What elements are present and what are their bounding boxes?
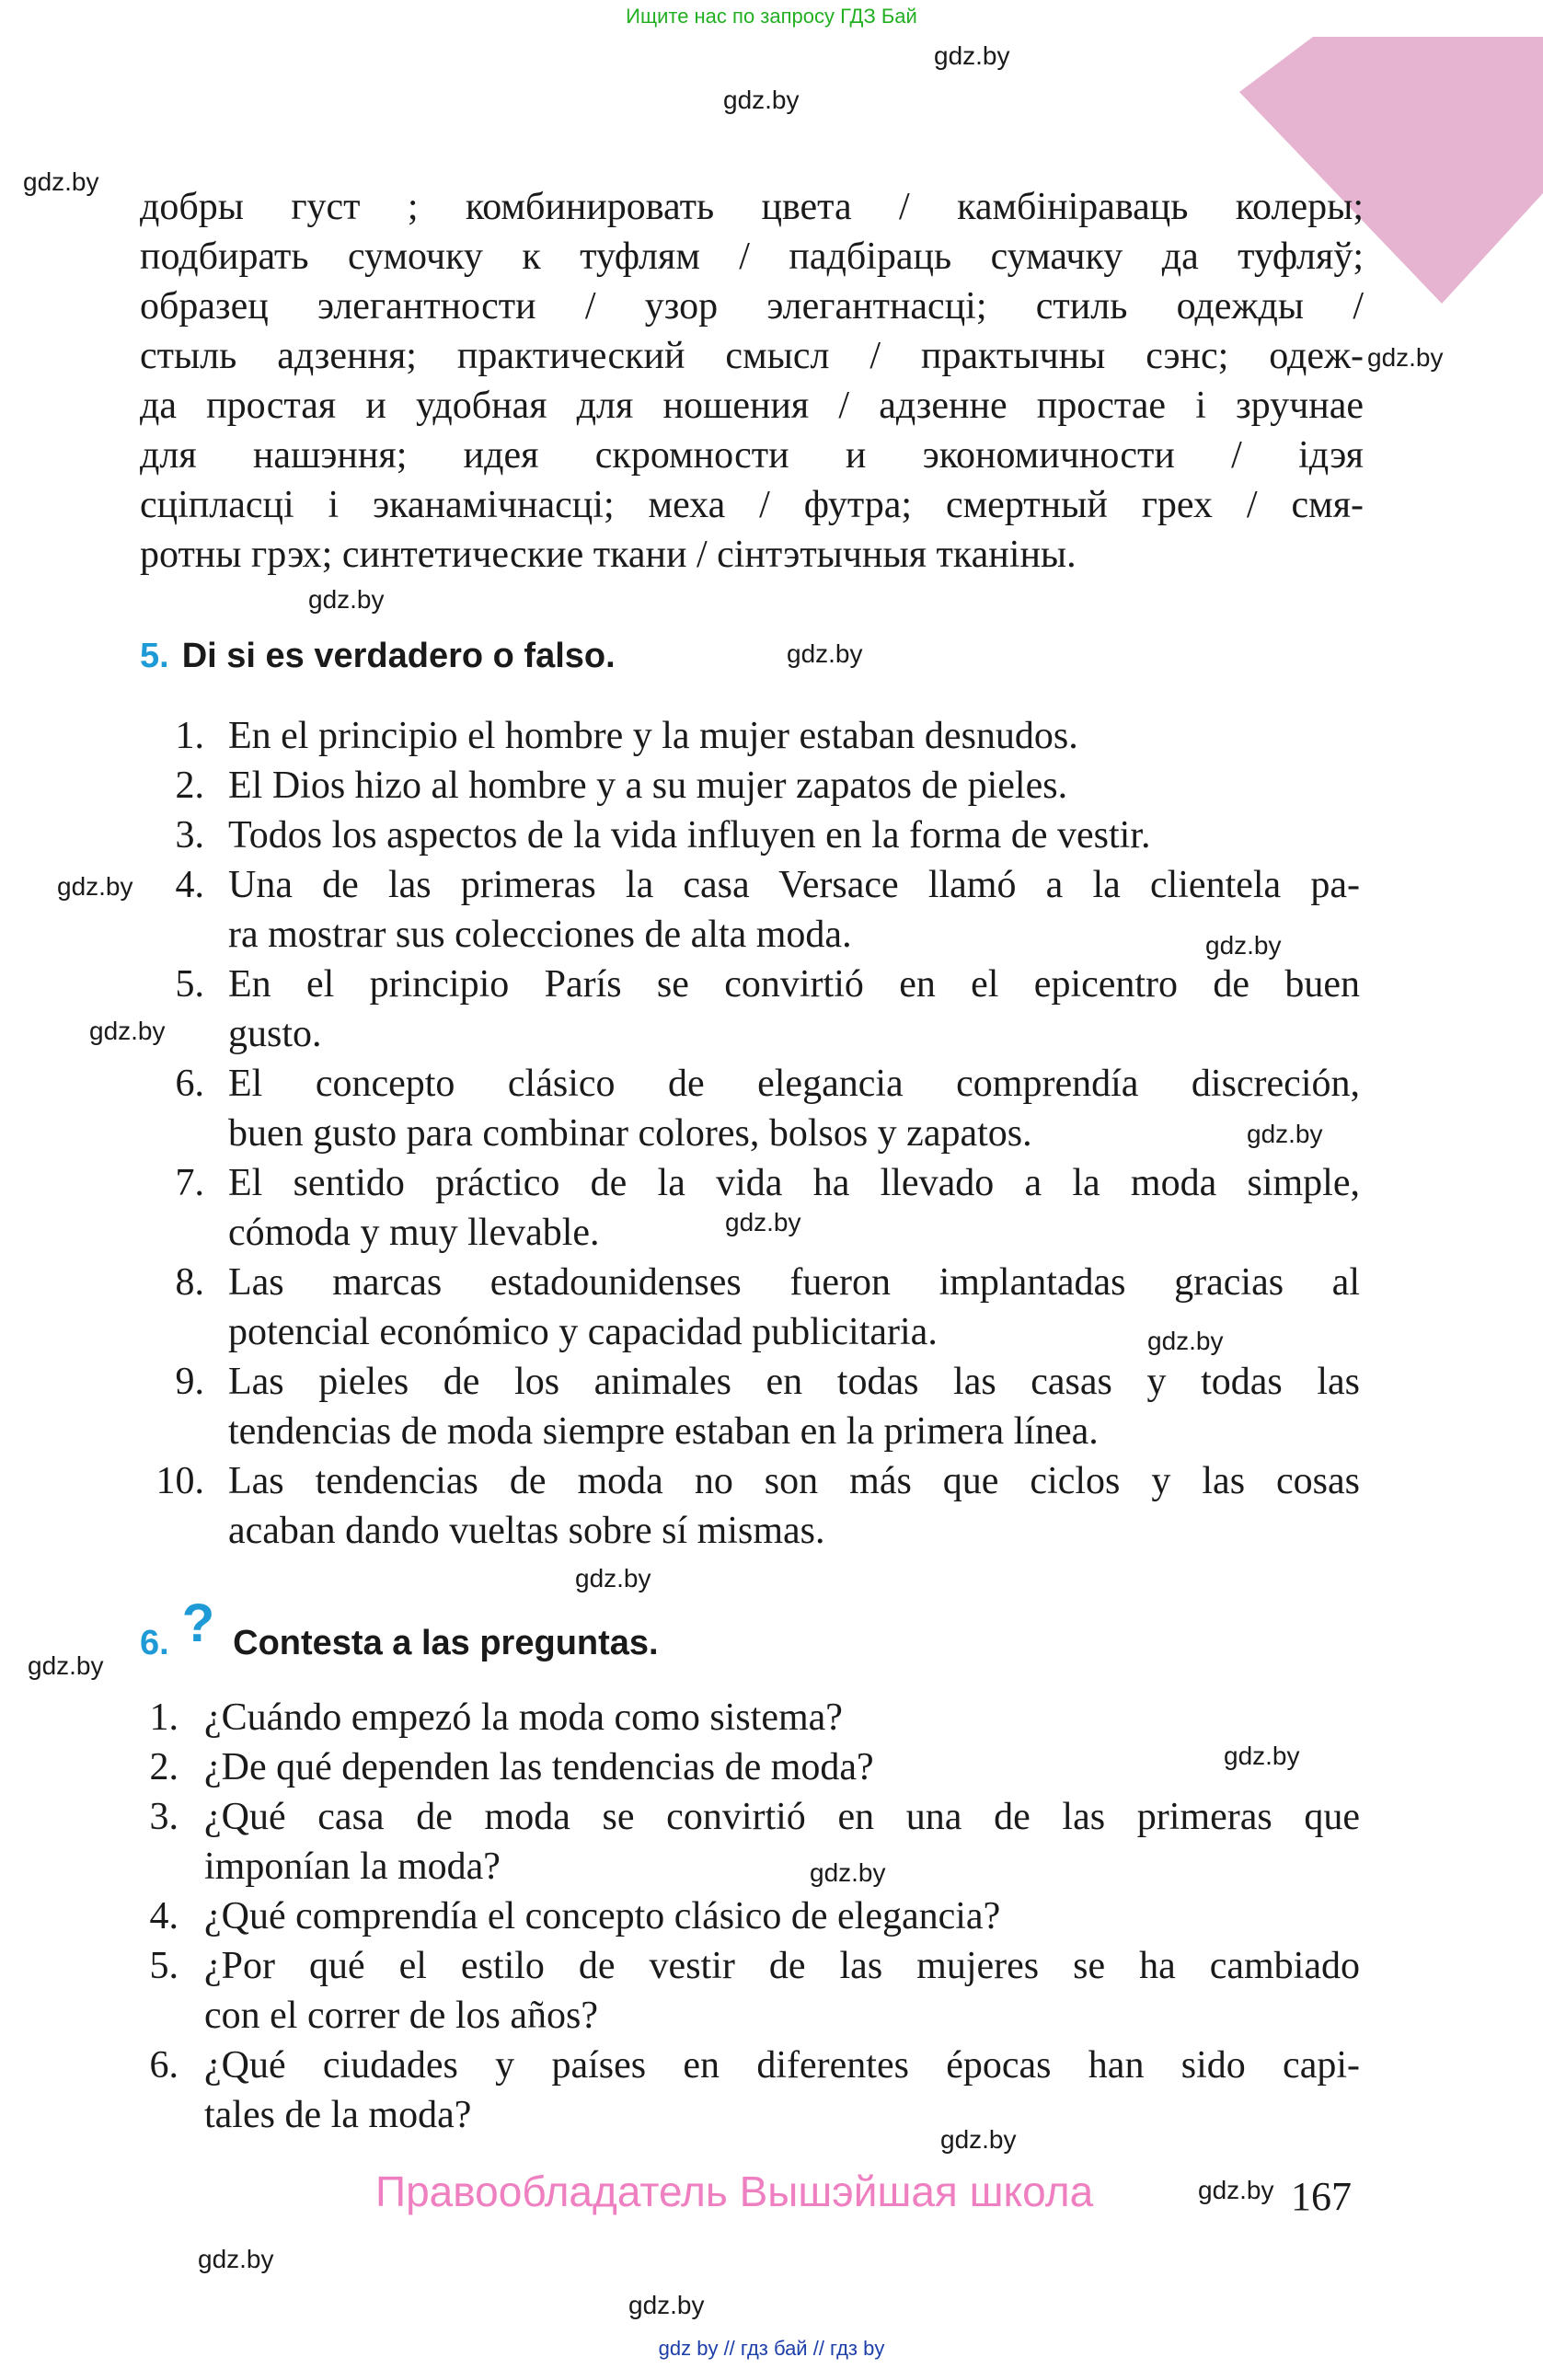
item-text: Todos los aspectos de la vida influyen en la forma de vestir. (228, 814, 1151, 857)
watermark: gdz.by (198, 2245, 274, 2273)
paragraph-line: да простая и удобная для ношения / адзенне простае і зручнае (140, 385, 1364, 427)
page-number: 167 (1291, 2174, 1352, 2219)
item-number: 10. (155, 1460, 204, 1502)
item-text: ¿Por qué el estilo de vestir de las mujeres se ha cambiado (204, 1945, 1360, 1987)
watermark: gdz.by (940, 2125, 1017, 2154)
watermark: gdz.by (1198, 2176, 1274, 2204)
item-text: El sentido práctico de la vida ha llevado a la moda simple, (228, 1162, 1360, 1204)
watermark: gdz.by (934, 41, 1010, 70)
item-number: 2. (149, 1746, 178, 1788)
exercise-title: Contesta a las preguntas. (233, 1624, 659, 1662)
item-text: El concepto clásico de elegancia comprendía discreción, (228, 1063, 1360, 1105)
bottom-links[interactable]: gdz by // гдз бай // гдз by (658, 2337, 885, 2360)
item-text: imponían la moda? (204, 1845, 501, 1888)
item-number: 3. (149, 1796, 178, 1838)
item-text: En el principio París se convirtió en el epicentro de buen (228, 963, 1360, 1006)
item-number: 3. (175, 814, 204, 857)
item-text: ra mostrar sus colecciones de alta moda. (228, 914, 852, 956)
item-number: 9. (175, 1361, 204, 1403)
paragraph-line: сціпласці і эканамічнасці; меха / футра; смертный грех / смя- (140, 484, 1364, 526)
item-number: 5. (175, 963, 204, 1006)
item-text: potencial económico y capacidad publicitaria. (228, 1311, 938, 1353)
exercise-number: 5. (140, 637, 169, 675)
paragraph-line: для нашэння; идея скромности и экономичности / ідэя (140, 434, 1364, 477)
item-text: ¿Qué casa de moda se convirtió en una de las primeras que (204, 1796, 1360, 1838)
item-number: 1. (149, 1696, 178, 1739)
item-text: Las marcas estadounidenses fueron implantadas gracias al (228, 1261, 1360, 1304)
item-number: 6. (149, 2044, 178, 2087)
watermark: gdz.by (575, 1564, 651, 1592)
watermark: gdz.by (57, 872, 133, 901)
question-mark-icon: ? (181, 1593, 215, 1653)
exercise-5-heading (140, 637, 616, 676)
item-text: Las pieles de los animales en todas las casas y todas las (228, 1361, 1360, 1403)
item-text: Las tendencias de moda no son más que ciclos y las cosas (228, 1460, 1360, 1502)
item-text: El Dios hizo al hombre y a su mujer zapatos de pieles. (228, 765, 1068, 807)
item-text: buen gusto para combinar colores, bolsos y zapatos. (228, 1112, 1032, 1155)
watermark: gdz.by (628, 2291, 705, 2319)
exercise-title: Di si es verdadero o falso. (181, 637, 616, 675)
item-text: gusto. (228, 1013, 322, 1055)
item-text: En el principio el hombre y la mujer estaban desnudos. (228, 715, 1078, 757)
item-text: acaban dando vueltas sobre sí mismas. (228, 1510, 825, 1552)
watermark: gdz.by (1205, 931, 1282, 960)
item-number: 7. (175, 1162, 204, 1204)
item-text: cómoda y muy llevable. (228, 1212, 600, 1254)
item-text: ¿Qué ciudades y países en diferentes épocas han sido capi- (204, 2044, 1360, 2087)
item-text: con el correr de los años? (204, 1995, 598, 2037)
top-search-banner: Ищите нас по запросу ГДЗ Бай (626, 5, 917, 28)
vocabulary-paragraph (140, 182, 1364, 580)
paragraph-line: подбирать сумочку к туфлям / падбіраць сумачку да туфляў; (140, 236, 1364, 278)
item-number: 1. (175, 715, 204, 757)
paragraph-line: ротны грэх; синтетические ткани / сінтэтычныя тканіны. (140, 534, 1077, 576)
copyright-notice: Правообладатель Вышэйшая школа (375, 2167, 1094, 2215)
paragraph-line: добры густ ; комбинировать цвета / камбініраваць колеры; (140, 186, 1364, 228)
paragraph-line: образец элегантности / узор элегантнасці; стиль одежды / (140, 285, 1364, 328)
watermark: gdz.by (1247, 1120, 1323, 1148)
watermark: gdz.by (1367, 343, 1444, 372)
watermark: gdz.by (308, 585, 385, 614)
item-text: ¿De qué dependen las tendencias de moda? (204, 1746, 874, 1788)
watermark: gdz.by (787, 639, 863, 668)
exercise-number: 6. (140, 1624, 169, 1662)
item-number: 8. (175, 1261, 204, 1304)
item-text: tales de la moda? (204, 2094, 472, 2136)
watermark: gdz.by (810, 1858, 886, 1887)
exercise-6-heading (140, 1593, 659, 1667)
item-text: tendencias de moda siempre estaban en la primera línea. (228, 1410, 1099, 1453)
watermark: gdz.by (28, 1651, 104, 1680)
item-number: 4. (175, 864, 204, 906)
watermark: gdz.by (723, 86, 800, 114)
watermark: gdz.by (1224, 1742, 1300, 1770)
item-number: 5. (149, 1945, 178, 1987)
item-text: Una de las primeras la casa Versace llamó a la clientela pa- (228, 864, 1360, 906)
item-number: 6. (175, 1063, 204, 1105)
watermark: gdz.by (23, 167, 99, 196)
item-number: 2. (175, 765, 204, 807)
watermark: gdz.by (1147, 1327, 1224, 1355)
watermark: gdz.by (725, 1208, 801, 1236)
item-text: ¿Cuándo empezó la moda como sistema? (204, 1696, 843, 1739)
item-text: ¿Qué comprendía el concepto clásico de elegancia? (204, 1895, 1001, 1937)
item-number: 4. (149, 1895, 178, 1937)
paragraph-line: стыль адзення; практический смысл / практычны сэнс; одеж- (140, 335, 1364, 377)
watermark: gdz.by (89, 1017, 166, 1045)
